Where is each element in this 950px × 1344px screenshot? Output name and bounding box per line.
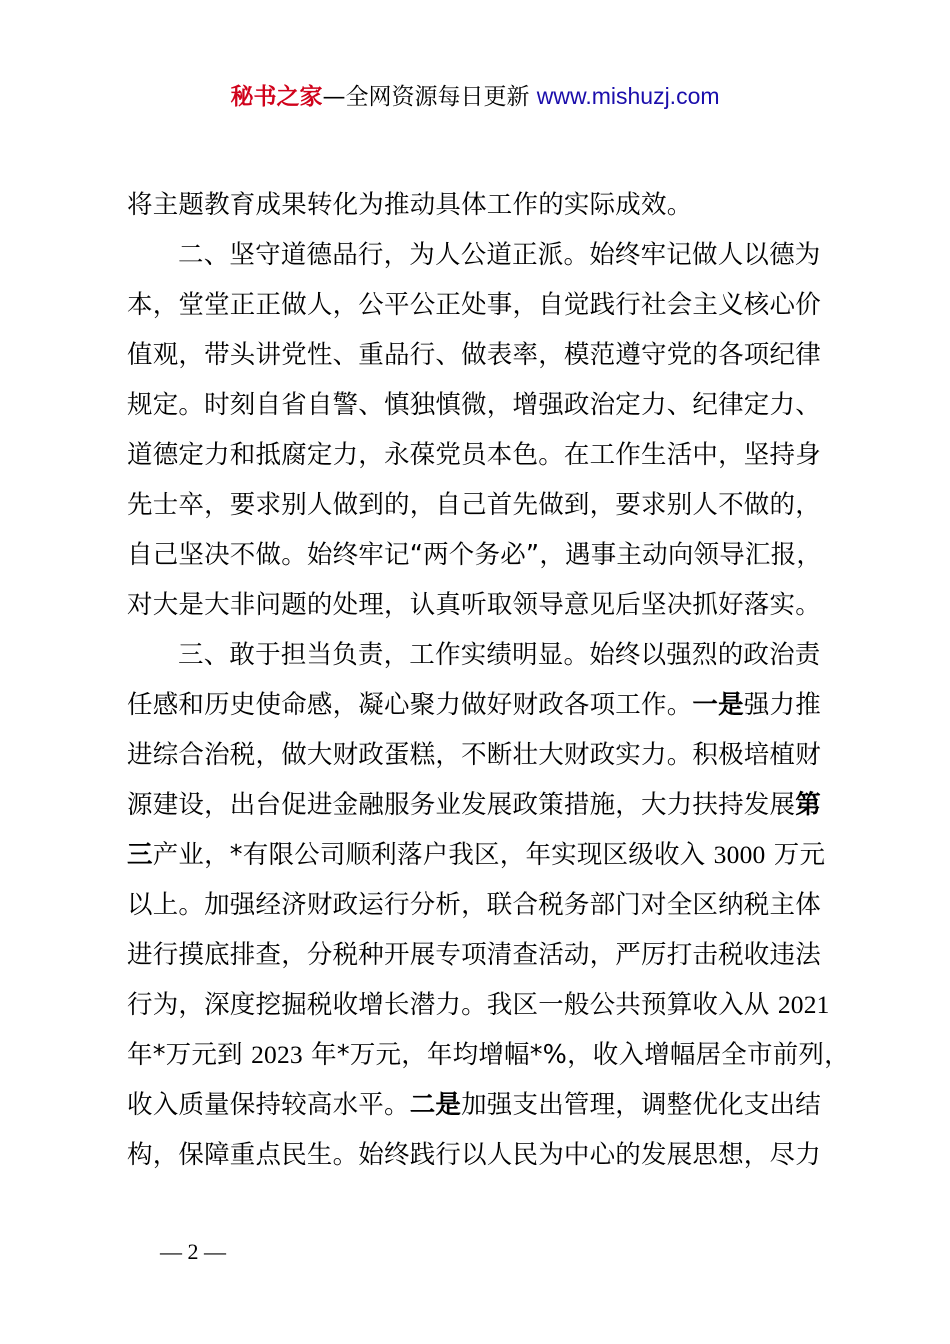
bold-marker: 第 [795, 790, 821, 820]
text-span: 加强支出管理，调整优化支出结 [461, 1090, 821, 1120]
number-span: 3000 [713, 840, 766, 869]
text-line [127, 980, 830, 1030]
text-line: 道德定力和抵腐定力，永葆党员本色。在工作生活中，坚持身 [127, 440, 821, 470]
text-line: 先士卒，要求别人做到的，自己首先做到，要求别人不做的， [127, 490, 821, 520]
text-line [127, 680, 827, 730]
bold-marker: 一是 [692, 690, 744, 720]
text-line: 自己坚决不做。始终牢记“两个务必”，遇事主动向领导汇报， [127, 540, 823, 570]
text-span: 万元 [765, 840, 826, 870]
text-line [127, 1030, 850, 1080]
number-span: 2021 [777, 990, 830, 1019]
site-url-link[interactable]: www.mishuzj.com [536, 83, 720, 109]
header-tagline: —全网资源每日更新 [322, 84, 537, 110]
text-span: 行为，深度挖掘税收增长潜力。我区一般公共预算收入从 [127, 990, 778, 1020]
text-line: 值观，带头讲党性、重品行、做表率，模范遵守党的各项纪律 [127, 340, 821, 370]
text-line: 构，保障重点民生。始终践行以人民为中心的发展思想，尽力 [127, 1140, 821, 1170]
number-span: 2023 [251, 1040, 303, 1069]
text-line: 以上。加强经济财政运行分析，联合税务部门对全区纳税主体 [127, 890, 821, 920]
text-line: 本，堂堂正正做人，公平公正处事，自觉践行社会主义核心价 [127, 290, 821, 320]
brand-name: 秘书之家 [230, 84, 323, 110]
page-number: — 2 — [160, 1239, 226, 1264]
text-span: 收入质量保持较高水平。 [127, 1090, 410, 1120]
text-line: 对大是大非问题的处理，认真听取领导意见后坚决抓好落实。 [127, 590, 821, 620]
bold-marker: 三 [127, 840, 153, 870]
text-line [127, 1080, 827, 1130]
text-line: 进行摸底排查，分税种开展专项清查活动，严厉打击税收违法 [127, 940, 821, 970]
text-span: 强力推 [743, 690, 821, 720]
paragraph-heading-2: 二、坚守道德品行，为人公道正派。始终牢记做人以德为 [178, 240, 821, 270]
text-line [127, 830, 827, 880]
text-line: 将主题教育成果转化为推动具体工作的实际成效。 [127, 190, 693, 220]
bold-marker: 二是 [409, 1090, 462, 1120]
text-span: 任感和历史使命感，凝心聚力做好财政各项工作。 [127, 690, 693, 720]
text-line: 规定。时刻自省自警、慎独慎微，增强政治定力、纪律定力、 [127, 390, 821, 420]
text-line [127, 780, 827, 830]
text-span: 产业，*有限公司顺利落户我区，年实现区级收入 [152, 840, 714, 870]
text-line: 进综合治税，做大财政蛋糕，不断壮大财政实力。积极培植财 [127, 740, 821, 770]
text-span: 源建设，出台促进金融服务业发展政策措施，大力扶持发展 [127, 790, 796, 820]
text-span: 年*万元到 [127, 1040, 252, 1070]
paragraph-heading-3: 三、敢于担当负责，工作实绩明显。始终以强烈的政治责 [178, 640, 821, 670]
site-header [0, 80, 950, 113]
text-span: 年*万元，年均增幅*%，收入增幅居全市前列， [302, 1040, 850, 1070]
